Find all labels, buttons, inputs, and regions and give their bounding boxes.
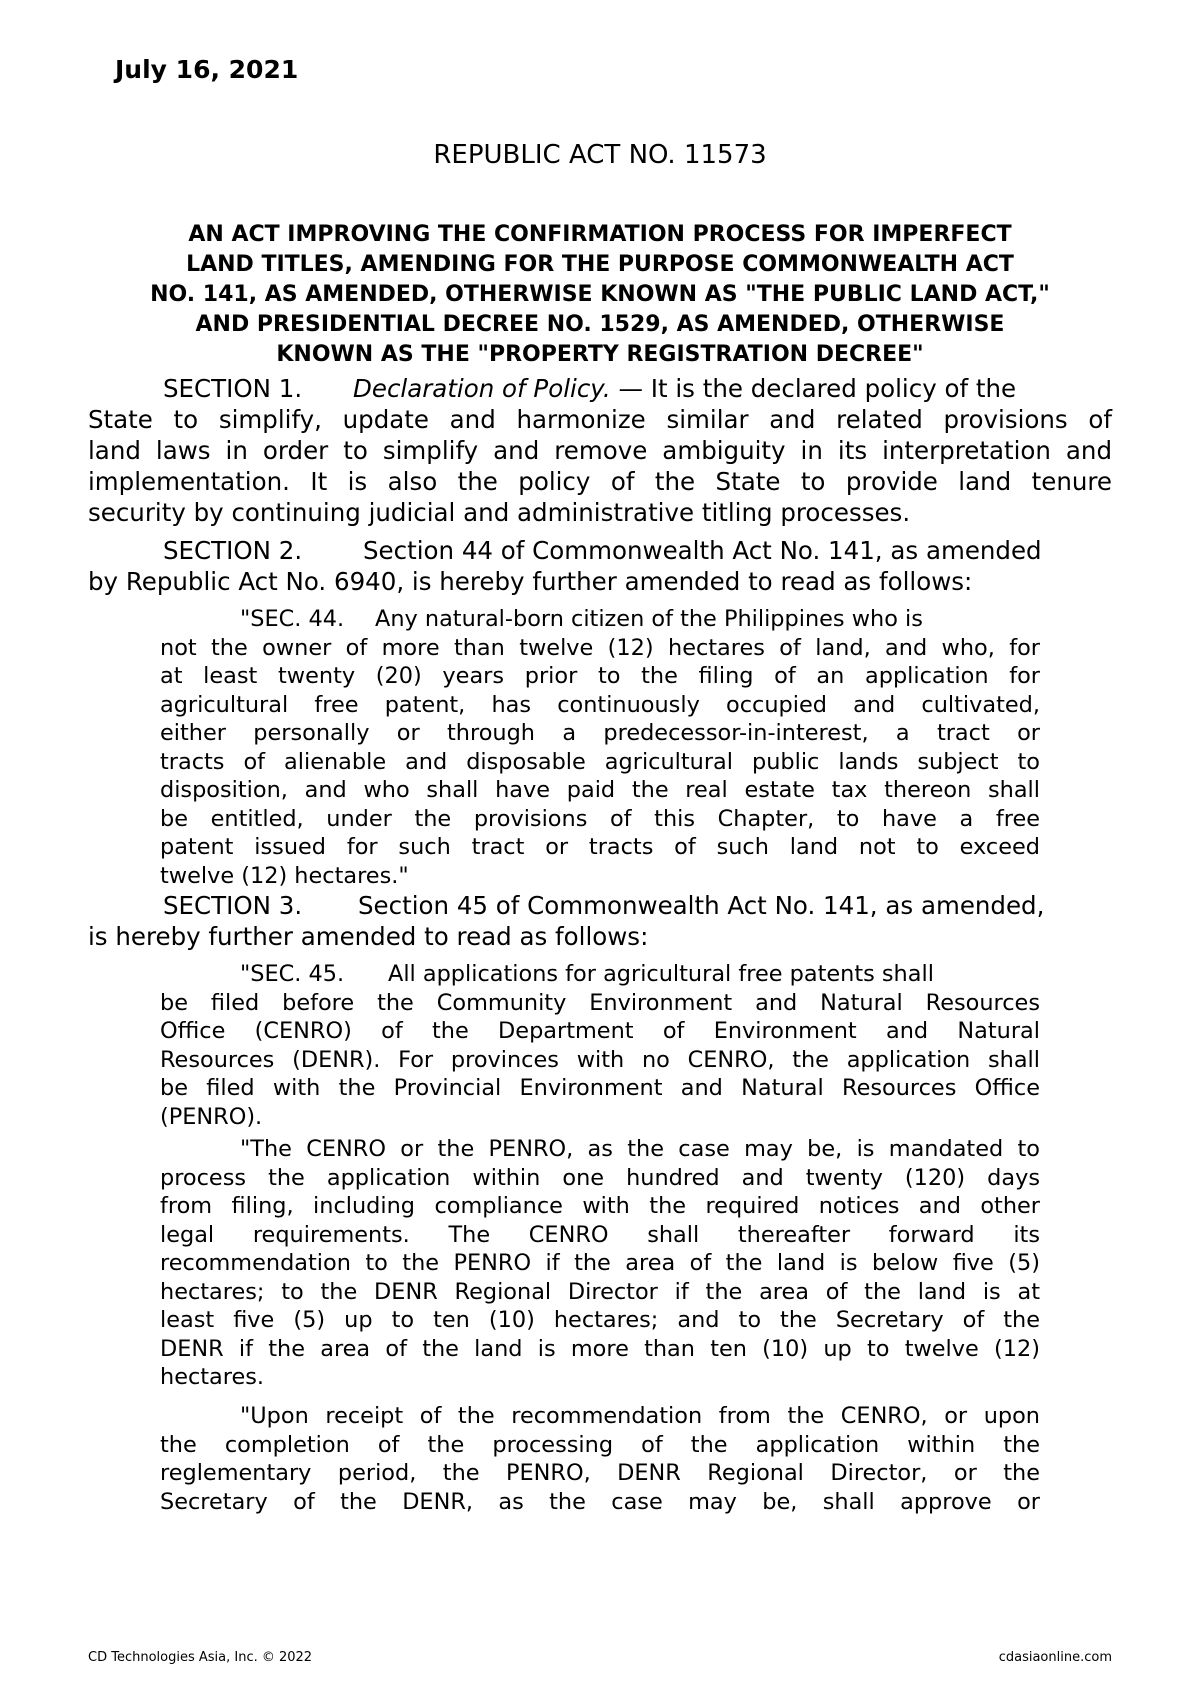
quote-line: be filed with the Provincial Environment and Natural Resources Office [160, 1075, 1040, 1101]
footer-copyright: CD Technologies Asia, Inc. © 2022 [88, 1650, 313, 1665]
quote-line: disposition, and who shall have paid the real estate tax thereon shall [160, 777, 1040, 803]
quote-line: twelve (12) hectares." [160, 862, 409, 889]
quote-line: process the application within one hundred and twenty (120) days [160, 1164, 1040, 1191]
quote-line: agricultural free patent, has continuously occupied and cultivated, [160, 691, 1040, 718]
paragraph-line: State to simplify, update and harmonize similar and related provisions of [88, 405, 1112, 434]
paragraph-line: implementation. It is also the policy of the State to provide land tenure [88, 467, 1112, 496]
quote-line: either personally or through a predecessor-in-interest, a tract or [160, 720, 1040, 746]
quote-line: "Upon receipt of the recommendation from the CENRO, or upon [240, 1403, 1040, 1429]
section-3 [88, 890, 1112, 952]
section-1 [88, 373, 1112, 528]
paragraph-line: security by continuing judicial and administrative titling processes. [88, 498, 911, 527]
section-1-text: — It is the declared policy of the [610, 374, 1017, 403]
quote-line: Secretary of the DENR, as the case may be, shall approve or [160, 1488, 1040, 1515]
quote-line: be entitled, under the provisions of this Chapter, to have a free [160, 805, 1040, 832]
paragraph-line: land laws in order to simplify and remove ambiguity in its interpretation and [88, 436, 1112, 465]
sec-45-quote-p3 [160, 1402, 1040, 1516]
quote-line: Resources (DENR). For provinces with no CENRO, the application shall [160, 1046, 1040, 1073]
quote-line: recommendation to the PENRO if the area of the land is below five (5) [160, 1250, 1040, 1276]
document-date: July 16, 2021 [115, 55, 299, 84]
section-2-label: SECTION 2. [163, 536, 303, 565]
section-1-heading: Declaration of Policy. [353, 374, 611, 403]
quote-line: not the owner of more than twelve (12) hectares of land, and who, for [160, 634, 1040, 661]
act-number-heading: REPUBLIC ACT NO. 11573 [433, 140, 767, 170]
section-1-label: SECTION 1. [163, 374, 303, 403]
section-3-text: Section 45 of Commonwealth Act No. 141, as amended, [358, 891, 1045, 920]
section-3-label: SECTION 3. [163, 891, 303, 920]
quote-line: hectares; to the DENR Regional Director if the area of the land is at [160, 1278, 1040, 1305]
section-2 [88, 535, 1112, 597]
sec-44-label: "SEC. 44. [240, 606, 345, 632]
sec-44-text: Any natural-born citizen of the Philippines who is [375, 606, 923, 632]
sec-45-text: All applications for agricultural free patents shall [388, 961, 934, 987]
sec-45-quote-p2 [160, 1135, 1040, 1392]
act-title-line: AND PRESIDENTIAL DECREE NO. 1529, AS AMENDED, OTHERWISE [195, 312, 1005, 337]
quote-line: be filed before the Community Environment and Natural Resources [160, 989, 1040, 1016]
act-title [88, 220, 1112, 370]
quote-line: reglementary period, the PENRO, DENR Regional Director, or the [160, 1460, 1040, 1486]
quote-line: hectares. [160, 1364, 265, 1390]
act-title-line: AN ACT IMPROVING THE CONFIRMATION PROCESS FOR IMPERFECT [188, 222, 1012, 247]
act-title-line: KNOWN AS THE "PROPERTY REGISTRATION DECREE" [276, 342, 924, 367]
section-2-text: Section 44 of Commonwealth Act No. 141, as amended [363, 536, 1042, 565]
quote-line: the completion of the processing of the application within the [160, 1431, 1040, 1458]
quote-line: least five (5) up to ten (10) hectares; and to the Secretary of the [160, 1307, 1040, 1333]
quote-line: tracts of alienable and disposable agricultural public lands subject to [160, 748, 1040, 775]
quote-line: at least twenty (20) years prior to the filing of an application for [160, 663, 1040, 689]
sec-45-quote-p1 [160, 960, 1040, 1131]
sec-45-label: "SEC. 45. [240, 961, 345, 987]
act-title-line: LAND TITLES, AMENDING FOR THE PURPOSE COMMONWEALTH ACT [186, 252, 1014, 277]
footer-website: cdasiaonline.com [998, 1650, 1112, 1665]
act-title-line: NO. 141, AS AMENDED, OTHERWISE KNOWN AS "THE PUBLIC LAND ACT," [150, 282, 1050, 307]
quote-line: from filing, including compliance with the required notices and other [160, 1193, 1040, 1219]
paragraph-line: is hereby further amended to read as follows: [88, 922, 649, 951]
quote-line: Office (CENRO) of the Department of Environment and Natural [160, 1018, 1040, 1044]
quote-line: (PENRO). [160, 1103, 263, 1130]
quote-line: legal requirements. The CENRO shall thereafter forward its [160, 1221, 1040, 1248]
quote-line: DENR if the area of the land is more than ten (10) up to twelve (12) [160, 1335, 1040, 1362]
sec-44-quote [160, 605, 1040, 890]
paragraph-line: by Republic Act No. 6940, is hereby further amended to read as follows: [88, 567, 973, 596]
quote-line: patent issued for such tract or tracts of such land not to exceed [160, 834, 1040, 860]
quote-line: "The CENRO or the PENRO, as the case may be, is mandated to [240, 1136, 1040, 1162]
